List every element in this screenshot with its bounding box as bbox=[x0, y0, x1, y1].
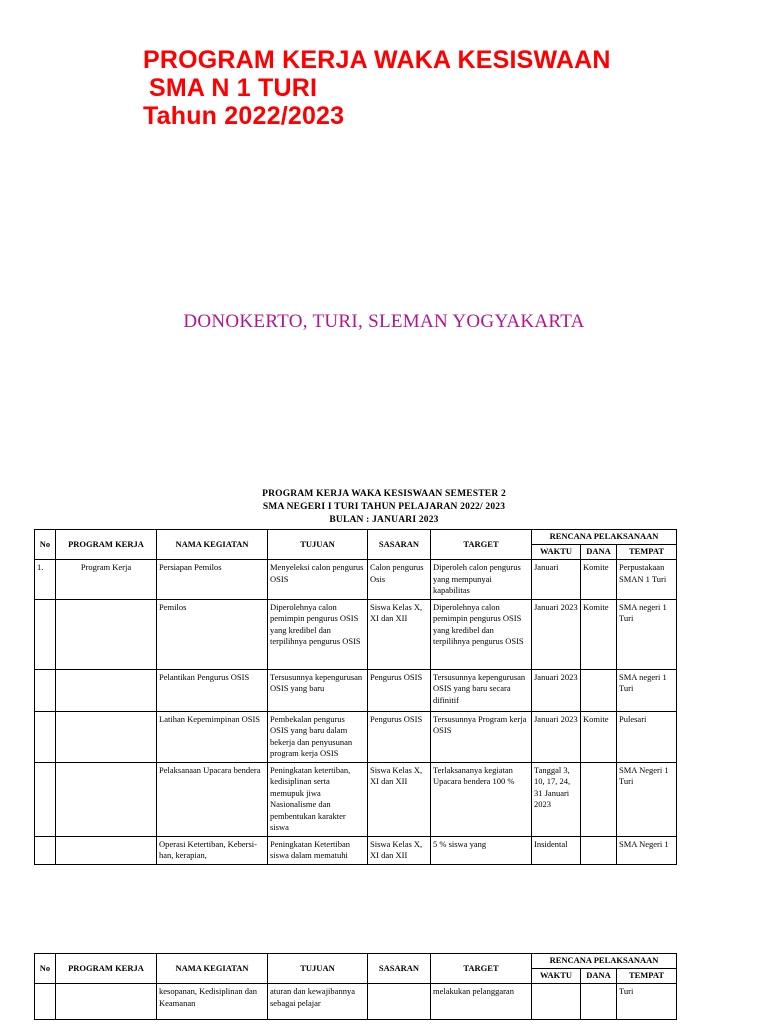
cover-title-line3: Tahun 2022/2023 bbox=[143, 102, 345, 130]
cell-sasaran: Siswa Kelas X, XI dan XII bbox=[368, 599, 431, 669]
cell-sasaran: Pengurus OSIS bbox=[368, 711, 431, 762]
cell-sasaran: Pengurus OSIS bbox=[368, 669, 431, 711]
cell-tujuan: aturan dan kewajibannya sebagai pelajar bbox=[268, 984, 368, 1020]
header-program-kerja: PROGRAM KERJA bbox=[56, 530, 157, 560]
cell-dana: Komite bbox=[581, 560, 617, 600]
cell-target: Tersusunnya Program kerja OSIS bbox=[431, 711, 532, 762]
cell-no: 1. bbox=[35, 560, 56, 600]
cell-program bbox=[56, 711, 157, 762]
cell-program bbox=[56, 984, 157, 1020]
header-tujuan: TUJUAN bbox=[268, 530, 368, 560]
cell-kegiatan: kesopanan, Kedisiplinan dan Keamanan bbox=[157, 984, 268, 1020]
cell-target: Terlaksananya kegiatan Upacara bendera 100 % bbox=[431, 762, 532, 836]
cell-dana bbox=[581, 762, 617, 836]
cover-title bbox=[143, 46, 611, 130]
cell-program bbox=[56, 599, 157, 669]
cell-kegiatan: Pelaksanaan Upacara bendera bbox=[157, 762, 268, 836]
cell-tempat: SMA Negeri 1 Turi bbox=[617, 762, 677, 836]
school-address bbox=[0, 311, 768, 333]
table-row bbox=[35, 599, 677, 669]
cell-tujuan: Peningkatan Ketertiban siswa dalam mematuhi bbox=[268, 836, 368, 864]
header-nama-kegiatan: NAMA KEGIATAN bbox=[157, 954, 268, 984]
cell-tujuan: Diperolehnya calon pemimpin pengurus OSIS yang kredibel dan terpilihnya pengurus OSIS bbox=[268, 599, 368, 669]
header-tujuan: TUJUAN bbox=[268, 954, 368, 984]
table-row bbox=[35, 762, 677, 836]
cell-waktu bbox=[532, 984, 581, 1020]
program-table-page1 bbox=[34, 529, 677, 865]
cell-tempat: Turi bbox=[617, 984, 677, 1020]
cell-kegiatan: Latihan Kepemimpinan OSIS bbox=[157, 711, 268, 762]
cell-program bbox=[56, 836, 157, 864]
heading-line1: PROGRAM KERJA WAKA KESISWAAN SEMESTER 2 bbox=[262, 489, 506, 499]
program-heading bbox=[0, 488, 768, 527]
cell-tujuan: Peningkatan ketertiban, kedisiplinan serta memupuk jiwa Nasionalisme dan pembentukan karakter siswa bbox=[268, 762, 368, 836]
cell-tujuan: Menyeleksi calon pengurus OSIS bbox=[268, 560, 368, 600]
cell-tempat: SMA negeri 1 Turi bbox=[617, 599, 677, 669]
cell-tempat: SMA negeri 1 Turi bbox=[617, 669, 677, 711]
cover-title-line1: PROGRAM KERJA WAKA KESISWAAN bbox=[143, 46, 611, 74]
cell-target: Diperoleh calon pengurus yang mempunyai kapabilitas bbox=[431, 560, 532, 600]
header-sasaran: SASARAN bbox=[368, 954, 431, 984]
cell-waktu: Januari 2023 bbox=[532, 669, 581, 711]
cell-kegiatan: Persiapan Pemilos bbox=[157, 560, 268, 600]
header-dana: DANA bbox=[581, 969, 617, 984]
heading-line2: SMA NEGERI I TURI TAHUN PELAJARAN 2022/ 2023 bbox=[262, 502, 506, 512]
cell-target: Diperolehnya calon pemimpin pengurus OSIS yang kredibel dan terpilihnya pengurus OSIS bbox=[431, 599, 532, 669]
cell-no bbox=[35, 762, 56, 836]
cell-waktu: Januari 2023 bbox=[532, 711, 581, 762]
cell-sasaran: Siswa Kelas X, XI dan XII bbox=[368, 762, 431, 836]
cell-target: 5 % siswa yang bbox=[431, 836, 532, 864]
heading-line3: BULAN : JANUARI 2023 bbox=[329, 515, 439, 525]
cell-program bbox=[56, 762, 157, 836]
cell-tujuan: Tersusunnya kepengurusan OSIS yang baru bbox=[268, 669, 368, 711]
header-waktu: WAKTU bbox=[532, 545, 581, 560]
cell-no bbox=[35, 711, 56, 762]
header-no: No bbox=[35, 954, 56, 984]
cell-sasaran: Calon pengurus Osis bbox=[368, 560, 431, 600]
cell-waktu: Januari 2023 bbox=[532, 599, 581, 669]
cell-no bbox=[35, 836, 56, 864]
cell-dana: Komite bbox=[581, 711, 617, 762]
cell-program: Program Kerja bbox=[56, 560, 157, 600]
cell-dana: Komite bbox=[581, 599, 617, 669]
cell-dana bbox=[581, 836, 617, 864]
cell-target: melakukan pelanggaran bbox=[431, 984, 532, 1020]
header-tempat: TEMPAT bbox=[617, 545, 677, 560]
header-target: TARGET bbox=[431, 954, 532, 984]
table-row bbox=[35, 836, 677, 864]
cell-no bbox=[35, 984, 56, 1020]
cell-kegiatan: Pemilos bbox=[157, 599, 268, 669]
cell-kegiatan: Pelantikan Pengurus OSIS bbox=[157, 669, 268, 711]
program-table-page2 bbox=[34, 953, 677, 1020]
header-waktu: WAKTU bbox=[532, 969, 581, 984]
header-no: No bbox=[35, 530, 56, 560]
cell-no bbox=[35, 669, 56, 711]
cell-target: Tersusunnya kepengurusan OSIS yang baru secara difinitif bbox=[431, 669, 532, 711]
header-rencana: RENCANA PELAKSANAAN bbox=[532, 530, 677, 545]
cell-sasaran bbox=[368, 984, 431, 1020]
cell-dana bbox=[581, 984, 617, 1020]
cell-tempat: Pulesari bbox=[617, 711, 677, 762]
table-row bbox=[35, 560, 677, 600]
header-target: TARGET bbox=[431, 530, 532, 560]
header-rencana: RENCANA PELAKSANAAN bbox=[532, 954, 677, 969]
cell-tempat: Perpustakaan SMAN 1 Turi bbox=[617, 560, 677, 600]
cell-kegiatan: Operasi Ketertiban, Kebersi-han, kerapian, bbox=[157, 836, 268, 864]
cell-no bbox=[35, 599, 56, 669]
address-text: DONOKERTO, TURI, SLEMAN YOGYAKARTA bbox=[183, 311, 585, 332]
header-sasaran: SASARAN bbox=[368, 530, 431, 560]
table-row bbox=[35, 984, 677, 1020]
table-row bbox=[35, 669, 677, 711]
cover-title-line2: SMA N 1 TURI bbox=[149, 74, 318, 102]
cell-waktu: Januari bbox=[532, 560, 581, 600]
cell-waktu: Insidental bbox=[532, 836, 581, 864]
header-dana: DANA bbox=[581, 545, 617, 560]
cell-dana bbox=[581, 669, 617, 711]
cell-sasaran: Siswa Kelas X, XI dan XII bbox=[368, 836, 431, 864]
cell-tujuan: Pembekalan pengurus OSIS yang baru dalam bekerja dan penyusunan program kerja OSIS bbox=[268, 711, 368, 762]
header-tempat: TEMPAT bbox=[617, 969, 677, 984]
cell-tempat: SMA Negeri 1 bbox=[617, 836, 677, 864]
header-program-kerja: PROGRAM KERJA bbox=[56, 954, 157, 984]
header-nama-kegiatan: NAMA KEGIATAN bbox=[157, 530, 268, 560]
table-row bbox=[35, 711, 677, 762]
cell-program bbox=[56, 669, 157, 711]
cell-waktu: Tanggal 3, 10, 17, 24, 31 Januari 2023 bbox=[532, 762, 581, 836]
